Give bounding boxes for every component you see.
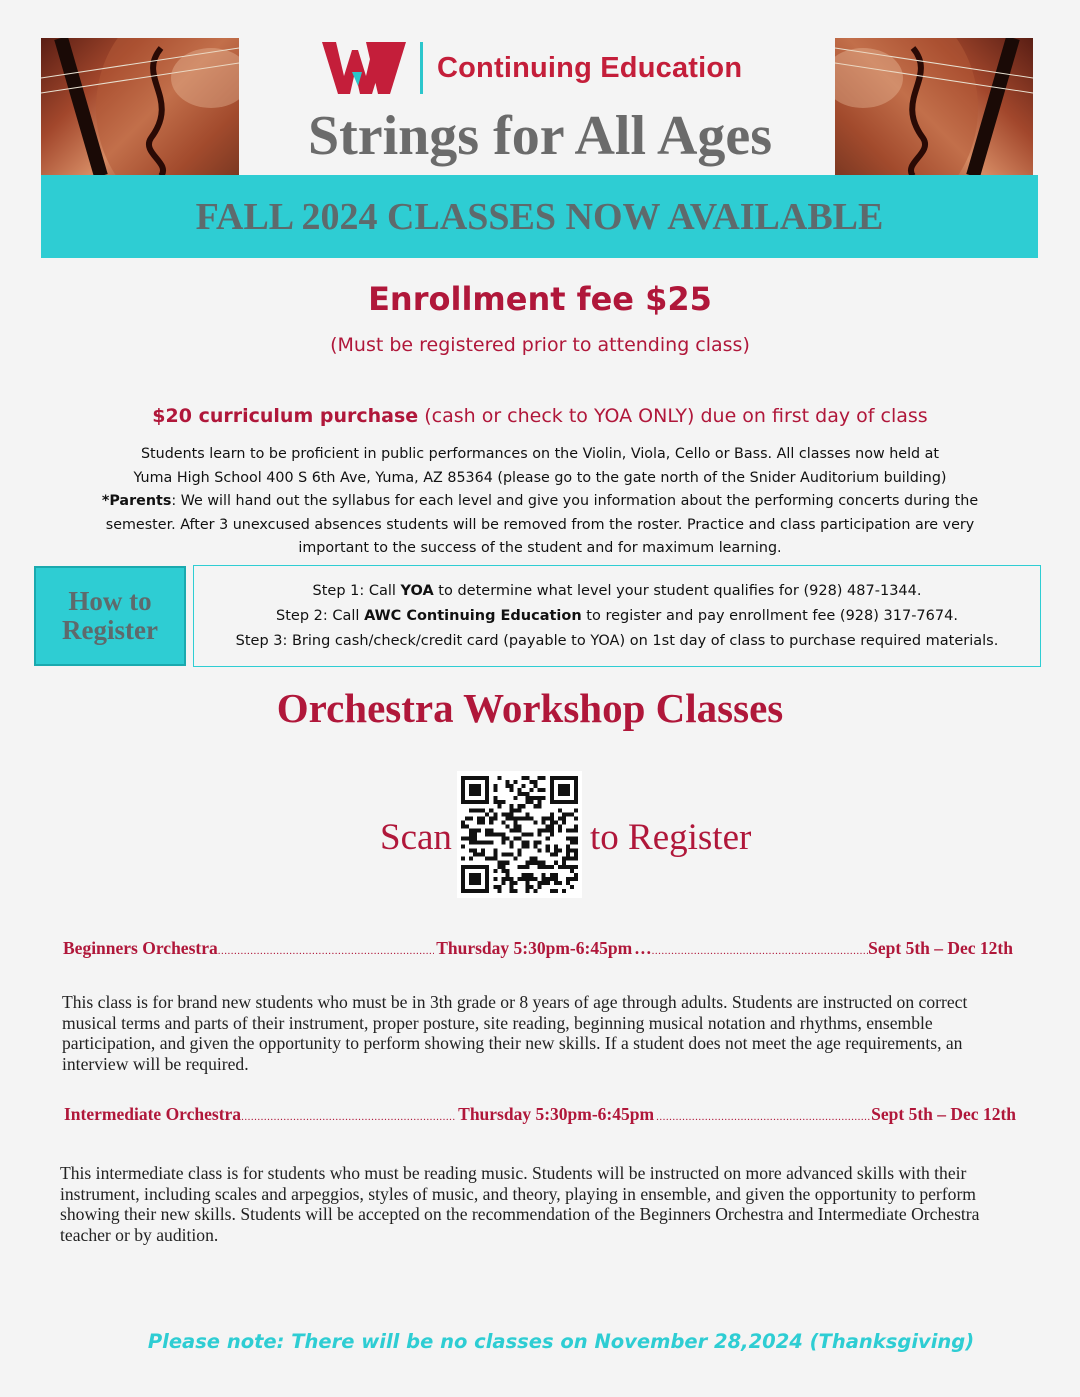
step-1-bold: YOA — [400, 582, 434, 599]
step-2-bold: AWC Continuing Education — [364, 607, 582, 624]
class-mid-mark: … — [634, 938, 652, 958]
qr-code-icon — [461, 775, 578, 894]
parents-label: *Parents — [101, 493, 172, 509]
enrollment-note: (Must be registered prior to attending class) — [330, 334, 750, 356]
info-line-2: Yuma High School 400 S 6th Ave, Yuma, AZ 85364 (please go to the gate north of the Snider Auditorium building) — [133, 469, 947, 486]
how-to-register-label — [34, 566, 186, 666]
step-1-pre: Step 1: Call — [312, 582, 401, 599]
info-paragraph — [95, 443, 985, 561]
leader-dots — [218, 945, 434, 957]
curriculum-line — [0, 405, 1080, 427]
to-register-label: to Register — [590, 817, 752, 858]
class-time: Thursday 5:30pm-6:45pm — [458, 1104, 655, 1124]
class-name: Intermediate Orchestra — [64, 1104, 242, 1124]
class-dates: Sept 5th – Dec 12th — [871, 1104, 1017, 1124]
leader-dots — [241, 1111, 456, 1123]
page-title: Strings for All Ages — [307, 105, 773, 167]
banner-text: FALL 2024 CLASSES NOW AVAILABLE — [195, 195, 884, 238]
class-description-beginners: This class is for brand new students who must be in 3th grade or 8 years of age through adults. Students are instructed on correct musical terms and parts of their instrument, proper posture, site reading, beginning musical notation and rhythms, ensemble participation, and given the opportunity to perform showing their new skills. If a student does not meet the age requirements, an interview will be required. — [62, 992, 968, 1074]
logo-divider — [420, 42, 423, 94]
step-2 — [276, 604, 958, 629]
awc-logo-icon — [322, 42, 406, 94]
step-2-post: to register and pay enrollment fee (928) 317-7674. — [581, 607, 958, 624]
leader-dots — [652, 945, 868, 957]
class-dates: Sept 5th – Dec 12th — [868, 938, 1013, 958]
step-2-pre: Step 2: Call — [276, 607, 365, 624]
leader-dots — [656, 1111, 871, 1123]
curriculum-rest: (cash or check to YOA ONLY) due on first day of class — [418, 405, 928, 427]
parents-text: : We will hand out the syllabus for each level and give you information about the performing concerts during the semester. After 3 unexcused absences students will be removed from the roster. Practice and class participation are very important to the success of the student and for maximum learning. — [105, 493, 979, 556]
step-3: Step 3: Bring cash/check/credit card (payable to YOA) on 1st day of class to purchase required materials. — [235, 632, 999, 649]
org-name: Continuing Education — [437, 51, 743, 84]
step-1-post: to determine what level your student qualifies for (928) 487-1344. — [433, 582, 922, 599]
parents-note — [95, 490, 985, 561]
class-row-beginners — [63, 938, 1013, 959]
workshop-title: Orchestra Workshop Classes — [276, 685, 784, 731]
header-logo — [322, 40, 742, 96]
how-label-line-2: Register — [62, 615, 158, 645]
step-1 — [313, 579, 922, 604]
fall-banner — [41, 175, 1038, 258]
class-description-intermediate: This intermediate class is for students who must be reading music. Students will be instructed on more advanced skills with their instrument, including scales and arpeggios, styles of music, and theory, playing in ensemble, and given the opportunity to perform showing their new skills. Students will be accepted on the recommendation of the Beginners Orchestra and Intermediate Orchestra teacher or by audition. — [60, 1163, 980, 1245]
register-steps — [193, 565, 1041, 667]
class-time: Thursday 5:30pm-6:45pm — [436, 938, 633, 958]
info-line-1: Students learn to be proficient in public performances on the Violin, Viola, Cello or Bass. All classes now held at — [140, 446, 940, 462]
class-row-intermediate — [64, 1104, 1016, 1125]
scan-label: Scan — [380, 817, 452, 858]
class-name: Beginners Orchestra — [63, 938, 218, 958]
curriculum-bold: $20 curriculum purchase — [152, 405, 419, 427]
holiday-note: Please note: There will be no classes on November 28,2024 (Thanksgiving) — [147, 1330, 975, 1353]
how-label-line-1: How to — [68, 586, 152, 616]
qr-code[interactable] — [457, 771, 582, 898]
enrollment-fee: Enrollment fee $25 — [368, 280, 712, 318]
